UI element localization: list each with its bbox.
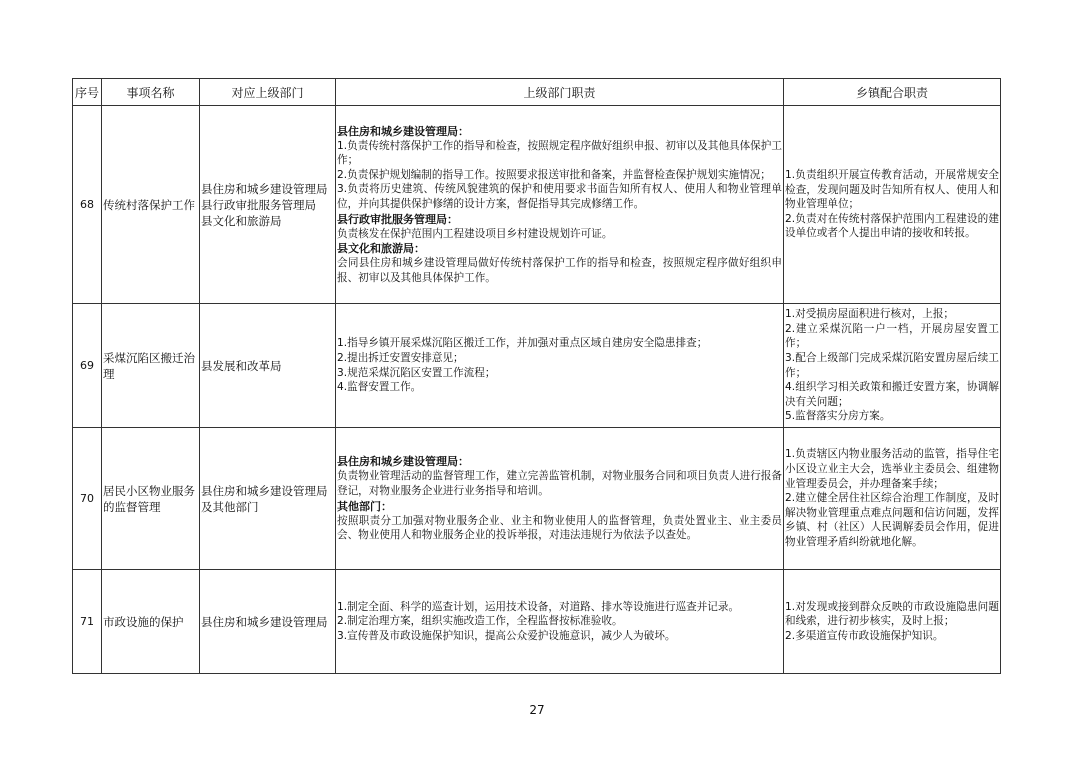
township-duty-text: 2.多渠道宣传市政设施保护知识。: [785, 629, 944, 642]
duty-text: 1.负责传统村落保护工作的指导和检查，按照规定程序做好组织申报、初审以及其他具体保护工作；: [337, 139, 782, 167]
item-name: 采煤沉陷区搬迁治理: [102, 304, 200, 428]
township-duty-text: 2.负责对在传统村落保护范围内工程建设的建设单位或者个人提出申请的接收和转报。: [785, 212, 999, 240]
township-duty-text: 1.对发现或接到群众反映的市政设施隐患问题和线索，进行初步核实，及时上报；: [785, 600, 999, 628]
duty-text: 按照职责分工加强对物业服务企业、业主和物业使用人的监督管理，负责处置业主、业主委员会、物业使用人和物业服务企业的投诉举报，对违法违规行为依法予以查处。: [337, 514, 782, 542]
township-duties-cell: [784, 428, 1001, 570]
duty-text: 3.负责将历史建筑、传统风貌建筑的保护和使用要求书面告知所有权人、使用人和物业管理单位，并向其提供保护修缮的设计方案，督促指导其完成修缮工作。: [337, 183, 782, 210]
header-item-name: 事项名称: [102, 79, 200, 106]
superior-duties-cell: [336, 428, 784, 570]
township-duty-text: 1.对受损房屋面积进行核对，上报；: [785, 308, 955, 321]
table-header-row: [73, 79, 1001, 106]
duty-text: 负责核发在保护范围内工程建设项目乡村建设规划许可证。: [337, 227, 613, 240]
duty-text: 2.提出拆迁安置安排意见；: [337, 351, 464, 364]
duty-heading: 其他部门：: [337, 499, 392, 513]
item-name: 市政设施的保护: [102, 570, 200, 674]
department-name: 县住房和城乡建设管理局及其他部门: [200, 428, 336, 570]
table-row: [73, 304, 1001, 428]
duty-heading: 县行政审批服务管理局：: [337, 212, 458, 226]
table-row: [73, 570, 1001, 674]
duty-heading: 县文化和旅游局：: [337, 242, 425, 256]
department-name: 县住房和城乡建设管理局: [200, 570, 336, 674]
duty-text: 3.宣传普及市政设施保护知识，提高公众爱护设施意识，减少人为破坏。: [337, 629, 676, 642]
header-superior-duties: 上级部门职责: [336, 79, 784, 106]
header-superior-department: 对应上级部门: [200, 79, 336, 106]
township-duties-cell: [784, 304, 1001, 428]
item-name: 居民小区物业服务的监督管理: [102, 428, 200, 570]
township-duty-text: 5.监督落实分房方案。: [785, 410, 891, 423]
duty-text: 1.制定全面、科学的巡查计划，运用技术设备，对道路、排水等设施进行巡查并记录。: [337, 600, 740, 613]
responsibility-table: [72, 78, 1001, 674]
duty-heading: 县住房和城乡建设管理局：: [337, 455, 469, 469]
page-number: 27: [529, 703, 545, 717]
row-number: 70: [73, 428, 102, 570]
township-duty-text: 1.负责组织开展宣传教育活动，开展常规安全检查，发现问题及时告知所有权人、使用人和物业管理单位；: [785, 169, 999, 211]
duty-text: 3.规范采煤沉陷区安置工作流程；: [337, 366, 496, 379]
township-duty-text: 2.建立采煤沉陷一户一档，开展房屋安置工作；: [785, 322, 999, 350]
department-list: [200, 106, 336, 304]
duty-text: 2.负责保护规划编制的指导工作。按照要求报送审批和备案，并监督检查保护规划实施情况；: [337, 168, 771, 181]
township-duty-text: 3.配合上级部门完成采煤沉陷安置房屋后续工作；: [785, 351, 999, 379]
township-duties-cell: [784, 106, 1001, 304]
row-number: 71: [73, 570, 102, 674]
township-duty-text: 1.负责辖区内物业服务活动的监管，指导住宅小区设立业主大会，选举业主委员会、组建物业管理委员会，并办理备案手续；: [785, 448, 999, 490]
duty-text: 1.指导乡镇开展采煤沉陷区搬迁工作，并加强对重点区域自建房安全隐患排查；: [337, 337, 708, 350]
superior-duties-cell: [336, 106, 784, 304]
table-row: [73, 106, 1001, 304]
duty-text: 4.监督安置工作。: [337, 381, 422, 394]
township-duty-text: 4.组织学习相关政策和搬迁安置方案，协调解决有关问题；: [785, 381, 999, 408]
row-number: 68: [73, 106, 102, 304]
department-name: 县行政审批服务管理局: [201, 197, 316, 212]
department-name: 县文化和旅游局: [201, 213, 282, 228]
duty-text: 负责物业管理活动的监督管理工作，建立完善监管机制，对物业服务合同和项目负责人进行报备登记，对物业服务企业进行业务指导和培训。: [337, 470, 782, 497]
department-name: 县发展和改革局: [200, 304, 336, 428]
superior-duties-cell: [336, 304, 784, 428]
row-number: 69: [73, 304, 102, 428]
superior-duties-cell: [336, 570, 784, 674]
header-township-duties: 乡镇配合职责: [784, 79, 1001, 106]
township-duties-cell: [784, 570, 1001, 674]
item-name: 传统村落保护工作: [102, 106, 200, 304]
table-row: [73, 428, 1001, 570]
header-serial-number: 序号: [73, 79, 102, 106]
department-name: 县住房和城乡建设管理局: [201, 181, 328, 196]
duty-text: 会同县住房和城乡建设管理局做好传统村落保护工作的指导和检查，按照规定程序做好组织申报、初审以及其他具体保护工作。: [337, 257, 782, 284]
duty-heading: 县住房和城乡建设管理局：: [337, 124, 469, 138]
duty-text: 2.制定治理方案，组织实施改造工作，全程监督按标准验收。: [337, 615, 623, 628]
township-duty-text: 2.建立健全居住社区综合治理工作制度，及时解决物业管理重点难点问题和信访问题，发挥乡镇、村（社区）人民调解委员会作用，促进物业管理矛盾纠纷就地化解。: [785, 492, 999, 548]
